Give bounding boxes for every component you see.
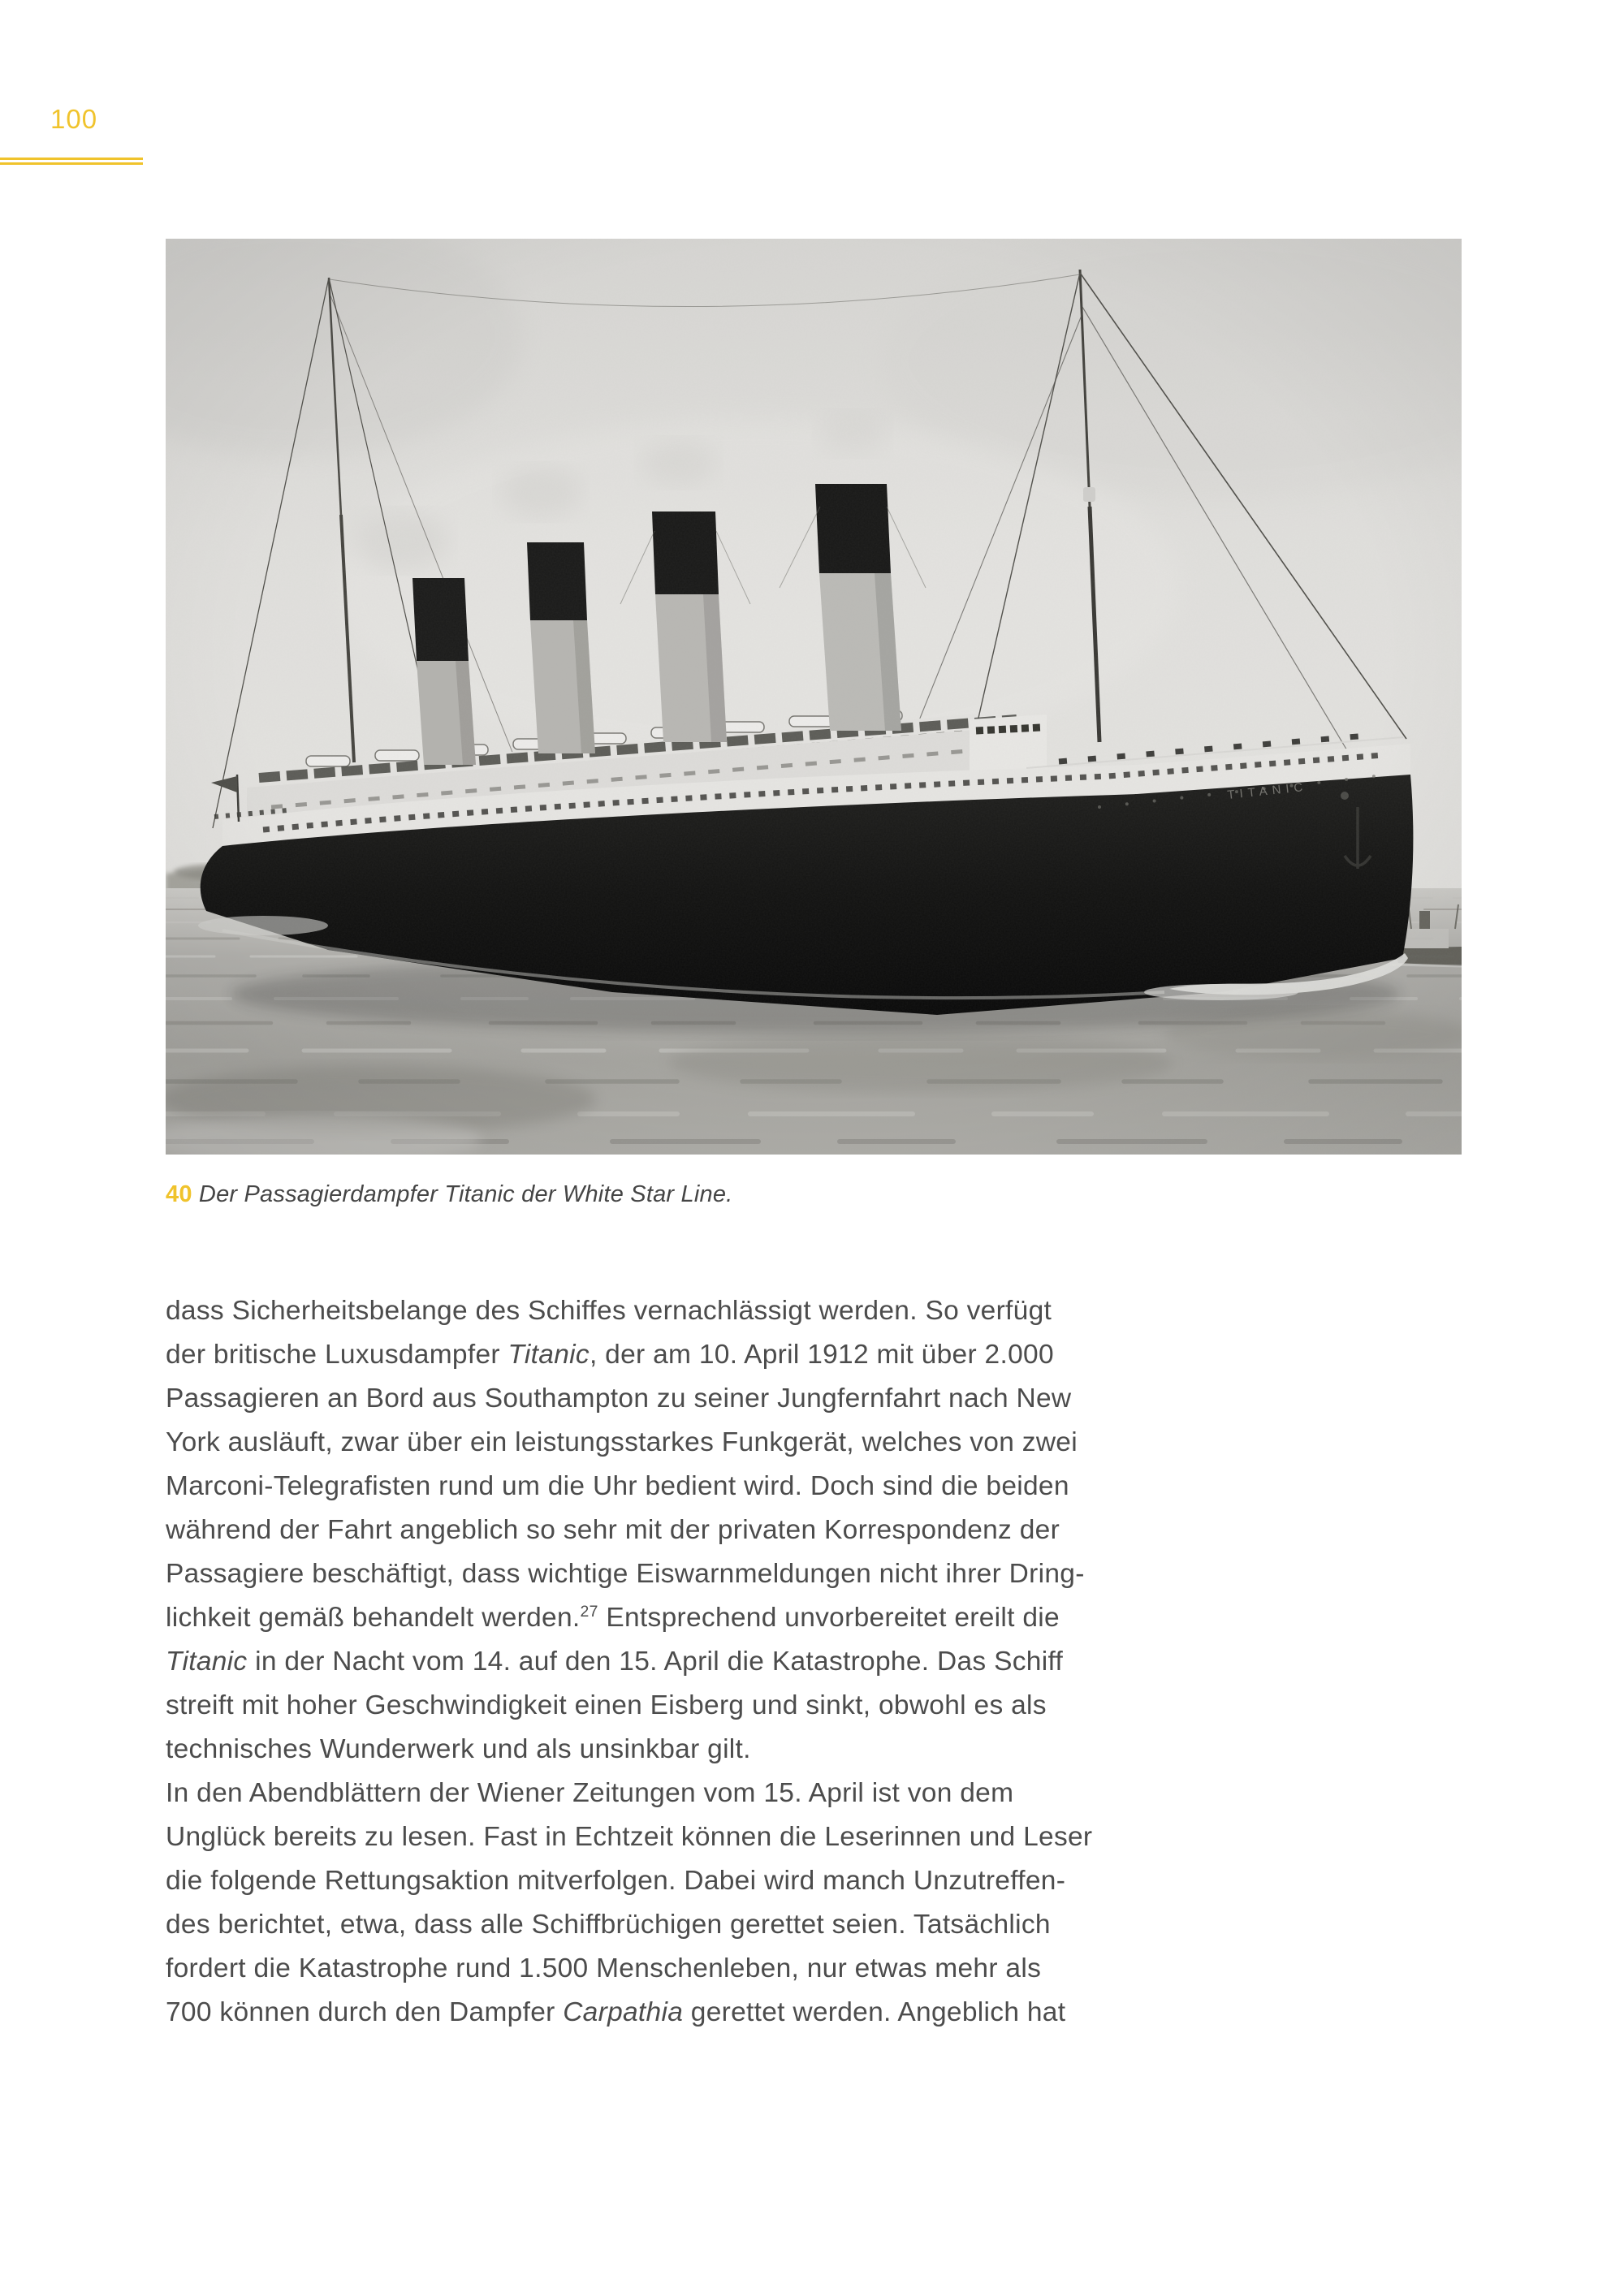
- body-line: fordert die Katastrophe rund 1.500 Menschenleben, nur etwas mehr als: [166, 1953, 1042, 1983]
- body-line: streift mit hoher Geschwindigkeit einen Eisberg und sinkt, obwohl es als: [166, 1690, 1047, 1720]
- body-line: Marconi-Telegrafisten rund um die Uhr bedient wird. Doch sind die beiden: [166, 1471, 1069, 1501]
- body-line: Unglück bereits zu lesen. Fast in Echtzeit können die Leserinnen und Leser: [166, 1822, 1093, 1852]
- body-line: dass Sicherheitsbelange des Schiffes vernachlässigt werden. So verfügt: [166, 1296, 1052, 1326]
- rule-line-bottom: [0, 162, 143, 165]
- page-number: 100: [50, 104, 98, 134]
- titanic-photo: [166, 239, 1462, 1155]
- body-line: lichkeit gemäß behandelt werden.$^{27}$ Entsprechend unvorbereitet ereilt die: [166, 1602, 1060, 1633]
- caption-text: Der Passagierdampfer Titanic der White Star Line.: [192, 1181, 733, 1207]
- body-line: technisches Wunderwerk und als unsinkbar gilt.: [166, 1734, 751, 1764]
- figure-caption: [166, 1181, 732, 1208]
- body-line: York ausläuft, zwar über ein leistungsstarkes Funkgerät, welches von zwei: [166, 1427, 1078, 1457]
- body-line: der britische Luxusdampfer Titanic, der am 10. April 1912 mit über 2.000: [166, 1340, 1054, 1370]
- body-paragraph: [166, 1289, 1367, 2035]
- rule-line-top: [0, 158, 143, 160]
- body-line: 700 können durch den Dampfer Carpathia gerettet werden. Angeblich hat: [166, 1997, 1066, 2027]
- body-line: Passagiere beschäftigt, dass wichtige Eiswarnmeldungen nicht ihrer Dring-: [166, 1559, 1085, 1589]
- caption-number: 40: [166, 1181, 192, 1207]
- body-line: Passagieren an Bord aus Southampton zu seiner Jungfernfahrt nach New: [166, 1383, 1072, 1414]
- body-line: In den Abendblättern der Wiener Zeitungen vom 15. April ist von dem: [166, 1778, 1014, 1808]
- body-line: die folgende Rettungsaktion mitverfolgen. Dabei wird manch Unzutreffen-: [166, 1866, 1066, 1896]
- body-line: während der Fahrt angeblich so sehr mit der privaten Korrespondenz der: [166, 1515, 1060, 1545]
- titanic-photo-art: [166, 239, 1462, 1155]
- body-line: Titanic in der Nacht vom 14. auf den 15. April die Katastrophe. Das Schiff: [166, 1647, 1064, 1677]
- body-line: des berichtet, etwa, dass alle Schiffbrüchigen gerettet seien. Tatsächlich: [166, 1910, 1051, 1940]
- page-number-rule: [0, 158, 143, 165]
- photo-grain: [166, 239, 1462, 1155]
